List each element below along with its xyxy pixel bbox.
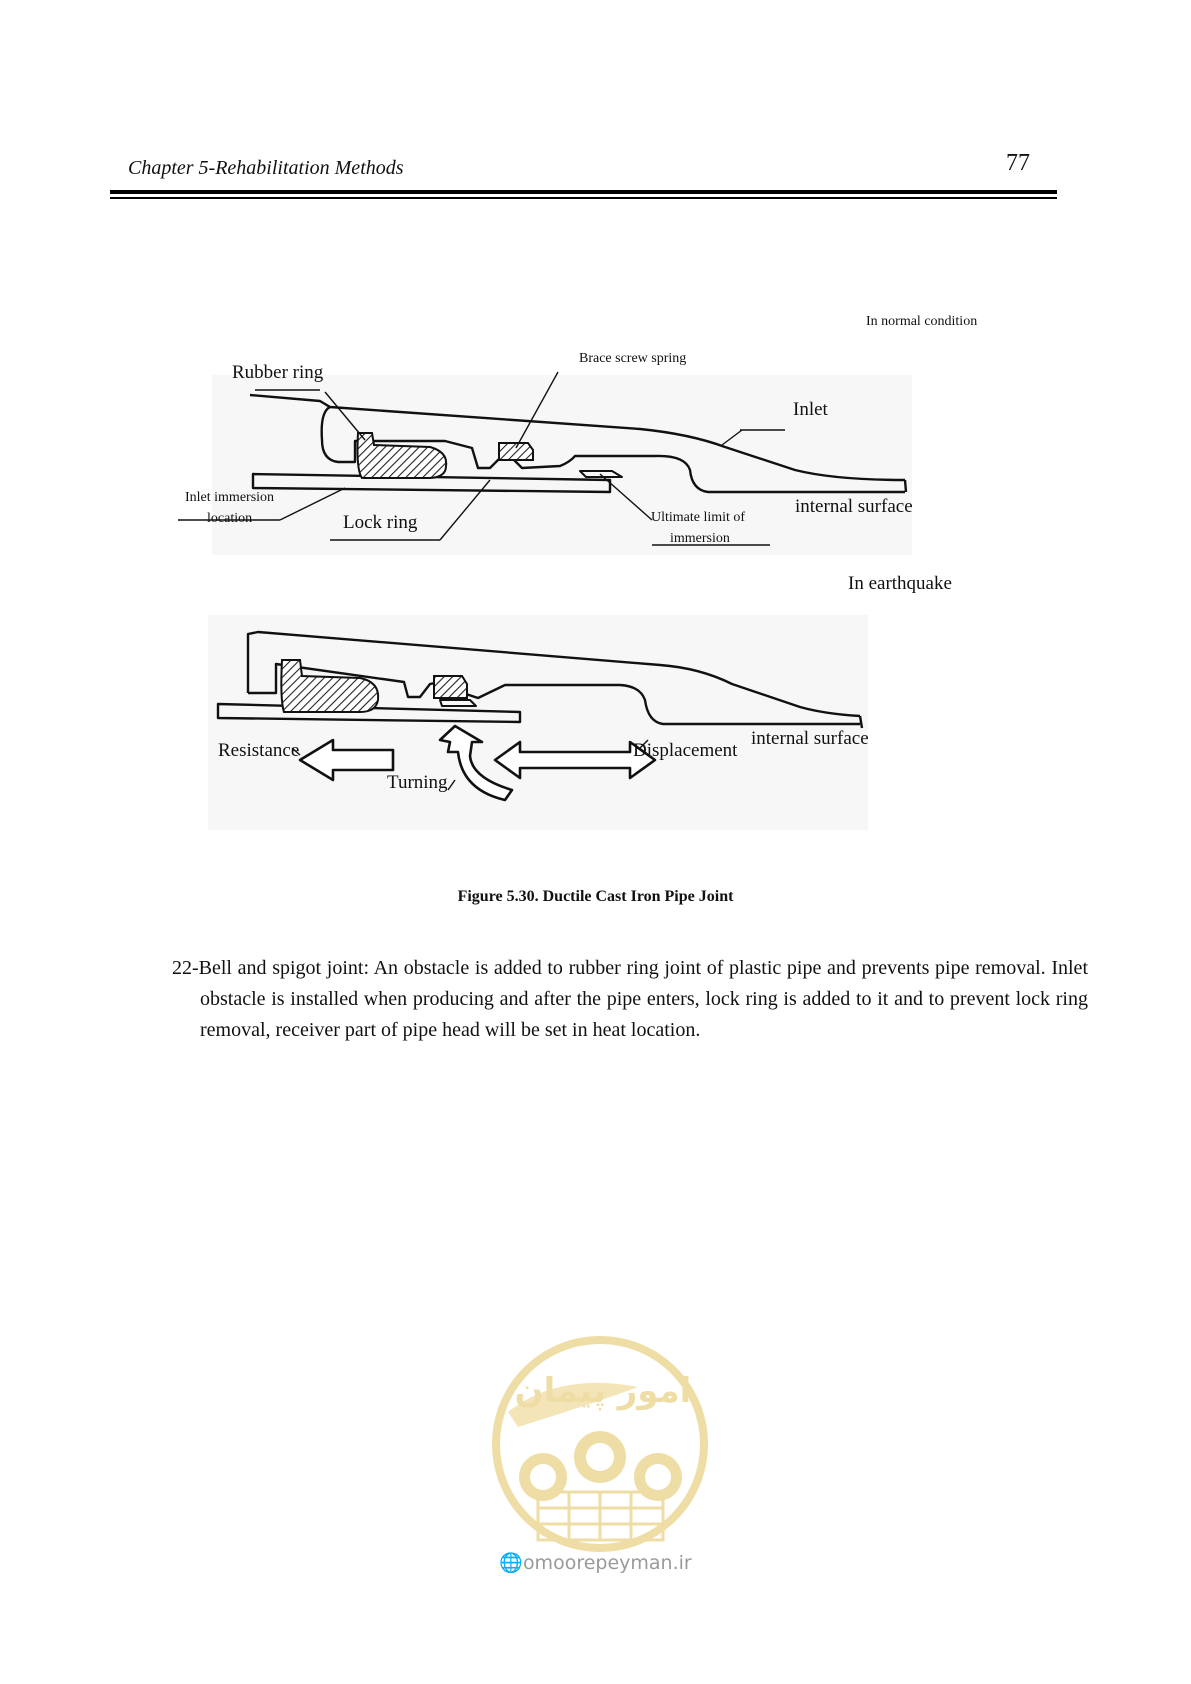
label-inlet-immersion-1: Inlet immersion: [185, 490, 275, 505]
watermark-logo: [488, 1332, 713, 1587]
figure-caption: Figure 5.30. Ductile Cast Iron Pipe Joint: [457, 888, 734, 905]
label-internal-surface-bottom: internal surface: [751, 728, 869, 749]
label-ultimate-limit-2: immersion: [670, 531, 730, 546]
label-rubber-ring: Rubber ring: [232, 362, 324, 383]
label-ultimate-limit-1: Ultimate limit of: [651, 510, 746, 525]
watermark-site-text: omoorepeyman.ir: [522, 1552, 692, 1574]
label-internal-surface-top: internal surface: [795, 496, 913, 517]
page-number: 77: [1006, 150, 1030, 176]
lock-ring-top: [499, 443, 533, 460]
bottom-diagram-bg: [208, 615, 868, 830]
watermark-site: [0, 1551, 1191, 1574]
label-brace-screw-spring: Brace screw spring: [579, 351, 687, 366]
label-resistance: Resistance: [218, 740, 300, 761]
state-label-normal: In normal condition: [866, 314, 978, 329]
lock-ring-bottom: [434, 676, 467, 698]
label-inlet-immersion-2: location: [207, 511, 253, 526]
body-paragraph: 22-Bell and spigot joint: An obstacle is added to rubber ring joint of plastic pipe and prevents pipe removal. Inlet obstacle is installed when producing and after the pipe enters, lock ring is added to it and to prevent lock ring removal, receiver part of pipe head will be set in heat location.: [172, 957, 1088, 1041]
label-turning: Turning: [387, 772, 448, 793]
label-lock-ring: Lock ring: [343, 512, 418, 533]
label-inlet: Inlet: [793, 399, 828, 420]
pipe-end-top: [905, 480, 906, 492]
label-displacement: Displacement: [633, 740, 738, 761]
watermark-logo-script: امور پیمان: [514, 1371, 692, 1411]
chapter-title: Chapter 5-Rehabilitation Methods: [128, 157, 404, 179]
globe-icon: 🌐: [499, 1552, 523, 1574]
state-label-earthquake: In earthquake: [848, 573, 952, 594]
